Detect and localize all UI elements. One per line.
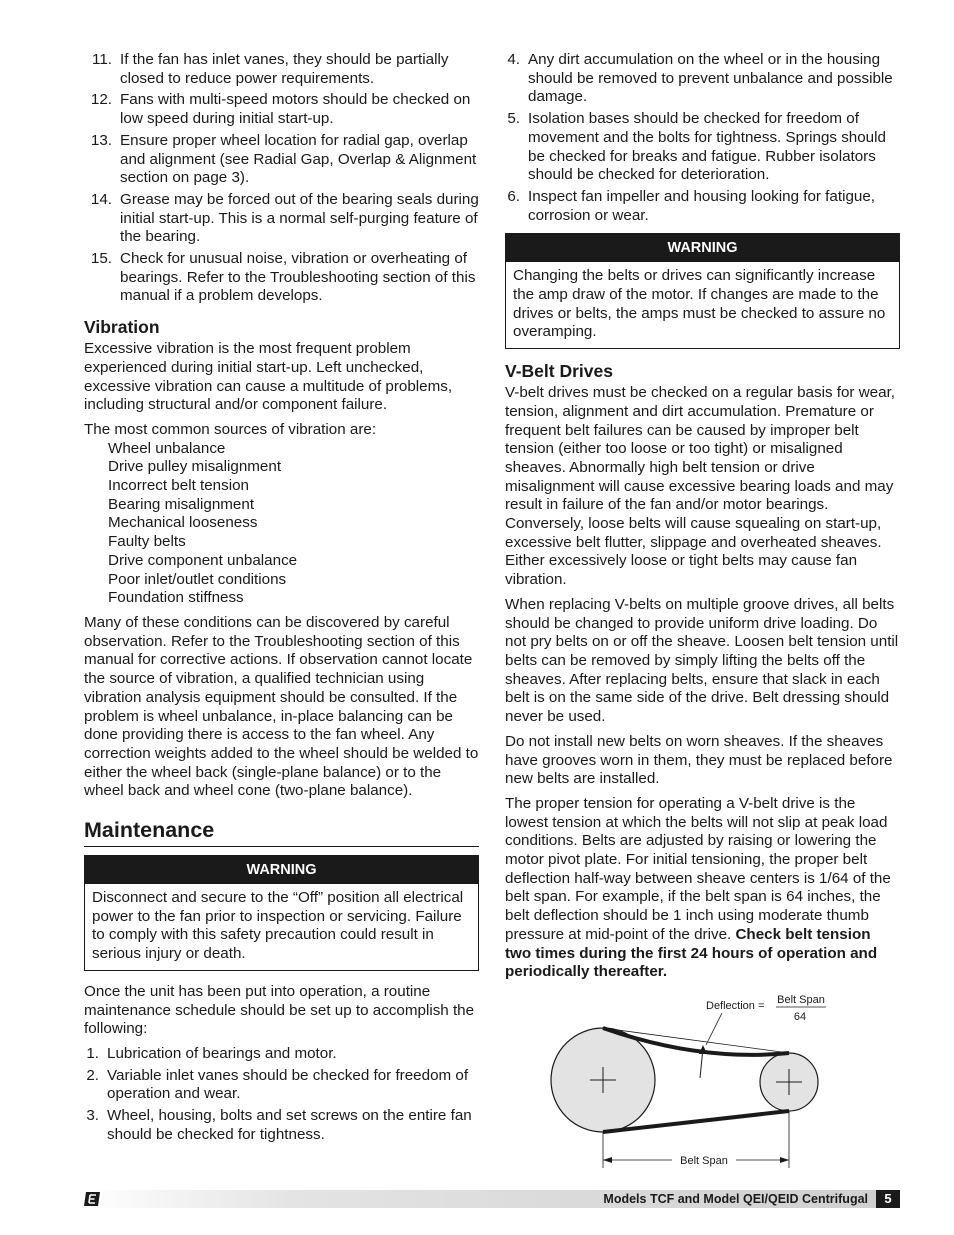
- list-item: Bearing misalignment: [108, 495, 255, 513]
- list-item: 15. Check for unusual noise, vibration or overheating of bearings. Refer to the Troubleshooting section of this manual if a problem develops.: [90, 250, 476, 305]
- list-item: Incorrect belt tension: [108, 477, 249, 495]
- list-item: 14. Grease may be forced out of the bearing seals during initial start-up. This is a normal self-purging feature of the bearing.: [90, 190, 479, 246]
- vibration-sources-list: [84, 440, 479, 608]
- list-item: 6. Inspect fan impeller and housing looking for fatigue, corrosion or wear.: [507, 187, 875, 224]
- maintenance-list: [84, 1045, 479, 1145]
- list-item: Drive component unbalance: [108, 551, 298, 569]
- list-item: 2. Variable inlet vanes should be checked for freedom of operation and wear.: [86, 1066, 469, 1103]
- deflection-label: Deflection =: [706, 1000, 765, 1012]
- list-item: 4. Any dirt accumulation on the wheel or in the housing should be removed to prevent unbalance and possible damage.: [507, 51, 893, 106]
- list-item: 5. Isolation bases should be checked for freedom of movement and the bolts for tightness. Springs should be checked for breaks and fatigue. Rubber isolators should be checked for deterioration.: [507, 110, 886, 184]
- list-item: 12. Fans with multi-speed motors should be checked on low speed during initial start-up.: [90, 91, 471, 128]
- company-logo-icon: [84, 1191, 101, 1207]
- warning-text: Disconnect and secure to the “Off” position all electrical power to the fan prior to inspection or servicing. Failure to comply with this safety precaution could result in serious injury or death.: [92, 889, 464, 963]
- list-item: 11. If the fan has inlet vanes, they should be partially closed to reduce power requirements.: [92, 51, 449, 87]
- fraction-numerator: Belt Span: [777, 994, 825, 1006]
- list-item: Mechanical looseness: [108, 514, 258, 532]
- startup-checklist: [84, 51, 479, 306]
- page-number: 5: [876, 1190, 900, 1208]
- maintenance-heading: Maintenance: [84, 817, 479, 847]
- vbelt-heading: V-Belt Drives: [505, 361, 613, 382]
- vibration-intro: Excessive vibration is the most frequent problem experienced during initial start-up. Left unchecked, excessive vibration can cause a multitude of problems, including structural and/or component failure.: [84, 340, 453, 414]
- maintenance-intro: Once the unit has been put into operation, a routine maintenance schedule should be set up to accomplish the following:: [84, 982, 475, 1038]
- maintenance-list-continued: [505, 51, 900, 225]
- tension-check-instruction: Check belt tension two times during the first 24 hours of operation and periodically thereafter.: [505, 925, 878, 981]
- page-footer: [84, 1190, 900, 1208]
- footer-title: Models TCF and Model QEI/QEID Centrifugal: [603, 1192, 868, 1206]
- vibration-closing: Many of these conditions can be discovered by careful observation. Refer to the Troubleshooting section of this manual for corrective actions. If observation cannot locate the source of vibration, a qualified technician using vibration analysis equipment should be consulted. If the problem is wheel unbalance, in-place balancing can be done providing there is access to the fan wheel. Any correction weights added to the wheel should be welded to either the wheel back (single-plane balance) or to the wheel back and wheel cone (two-plane balance).: [84, 613, 479, 800]
- list-item: Faulty belts: [108, 533, 186, 551]
- list-item: 1. Lubrication of bearings and motor.: [86, 1044, 337, 1062]
- span-arrow-right: [780, 1157, 789, 1163]
- list-item: Drive pulley misalignment: [108, 458, 282, 476]
- warning-title: WARNING: [85, 856, 478, 884]
- vbelt-tension-paragraph: The proper tension for operating a V-belt drive is the lowest tension at which the belts will not slip at peak load conditions. Belts are adjusted by raising or lowering the motor pivot plate. For initial tensioning, the proper belt deflection half-way between sheave centers is 1/64 of the belt span. For example, if the belt span is 64 inches, the belt deflection should be 1 inch using moderate thumb pressure at mid-point of the drive. Check belt tension two times during the first 24 hours of operation and periodically thereafter.: [505, 794, 891, 981]
- deflection-leader: [706, 1013, 722, 1045]
- fraction-denominator: 64: [793, 1011, 807, 1023]
- list-item: Poor inlet/outlet conditions: [108, 570, 287, 588]
- deflection-arrowhead: [699, 1045, 707, 1054]
- list-item: Wheel unbalance: [108, 439, 226, 457]
- vibration-sources-intro: The most common sources of vibration are:: [84, 420, 377, 438]
- vibration-heading: Vibration: [84, 317, 160, 338]
- list-item: 13. Ensure proper wheel location for radial gap, overlap and alignment (see Radial Gap, Overlap & Alignment section on page 3).: [90, 131, 477, 187]
- warning-title: WARNING: [506, 234, 899, 262]
- belt-deflection-diagram: [540, 990, 840, 1175]
- belt-span-label: Belt Span: [680, 1155, 728, 1167]
- list-item: 3. Wheel, housing, bolts and set screws on the entire fan should be checked for tightness.: [86, 1107, 472, 1143]
- belts-warning-box: [505, 233, 900, 349]
- vbelt-paragraph: Do not install new belts on worn sheaves. If the sheaves have grooves worn in them, they must be replaced before new belts are installed.: [505, 732, 893, 788]
- warning-text: Changing the belts or drives can significantly increase the amp draw of the motor. If changes are made to the drives or belts, the amps must be checked to assure no overamping.: [513, 267, 886, 341]
- vbelt-paragraph: V-belt drives must be checked on a regular basis for wear, tension, alignment and dirt accumulation. Premature or frequent belt failures can be caused by improper belt tension (either too loose or too tight) or misaligned sheaves. Abnormally high belt tension or drive misalignment will cause excessive bearing loads and may result in failure of the fan and/or motor bearings. Conversely, loose belts will cause squealing on start-up, excessive belt flutter, slippage and overheated sheaves. Either excessively loose or tight belts may cause fan vibration.: [505, 384, 896, 589]
- left-column: [84, 51, 479, 1147]
- right-column: [505, 51, 900, 988]
- span-arrow-left: [603, 1157, 612, 1163]
- maintenance-warning-box: [84, 855, 479, 971]
- list-item: Foundation stiffness: [108, 589, 244, 607]
- vbelt-paragraph: When replacing V-belts on multiple groove drives, all belts should be changed to provide uniform drive loading. Do not pry belts on or off the sheave. Loosen belt tension until belts can be removed by simply lifting the belts off the sheaves. After replacing belts, ensure that slack in each belt is on the same side of the drive. Belt dressing should never be used.: [505, 595, 899, 726]
